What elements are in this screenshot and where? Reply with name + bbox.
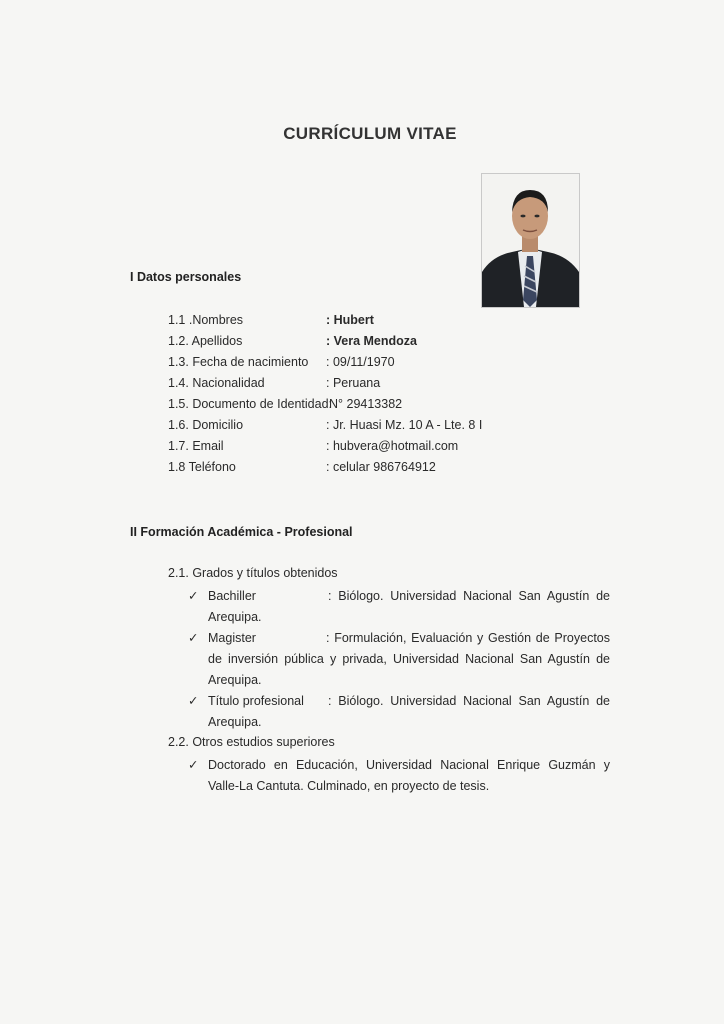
personal-value: : hubvera@hotmail.com <box>326 439 459 453</box>
section-heading-formacion: II Formación Académica - Profesional <box>130 525 353 539</box>
personal-value: : Jr. Huasi Mz. 10 A - Lte. 8 I <box>326 418 483 432</box>
personal-value: : 09/11/1970 <box>326 355 395 369</box>
personal-label: 1.3. Fecha de nacimiento <box>168 355 309 369</box>
personal-label: 1.1 .Nombres <box>168 313 244 327</box>
checkmark-icon: ✓ <box>188 631 199 645</box>
checkmark-icon: ✓ <box>188 758 199 772</box>
personal-value: : Hubert <box>326 313 374 327</box>
degree-text: : Formulación, Evaluación y Gestión de Proyectos de inversión pública y privada, Universidad Nacional San Agustín de Arequipa. <box>208 631 610 687</box>
personal-label: 1.5. Documento de Identidad: <box>168 397 333 411</box>
personal-value: : celular 986764912 <box>326 460 436 474</box>
subsection-otros-estudios: 2.2. Otros estudios superiores <box>168 735 335 749</box>
personal-value: N° 29413382 <box>329 397 403 411</box>
degree-text: : Biólogo. Universidad Nacional San Agustín de Arequipa. <box>208 694 610 729</box>
document-title: CURRÍCULUM VITAE <box>283 124 457 143</box>
personal-label: 1.2. Apellidos <box>168 334 243 348</box>
degree-label: Título profesional <box>208 694 304 708</box>
section-heading-personal: I Datos personales <box>130 270 242 284</box>
degree-text: : Biólogo. Universidad Nacional San Agustín de Arequipa. <box>208 589 610 624</box>
personal-value: : Peruana <box>326 376 381 390</box>
degree-label: Magister <box>208 631 256 645</box>
personal-label: 1.4. Nacionalidad <box>168 376 265 390</box>
personal-label: 1.7. Email <box>168 439 224 453</box>
degree-label: Bachiller <box>208 589 256 603</box>
checkmark-icon: ✓ <box>188 589 199 603</box>
subsection-grados: 2.1. Grados y títulos obtenidos <box>168 566 338 580</box>
personal-label: 1.8 Teléfono <box>168 460 236 474</box>
study-text: Doctorado en Educación, Universidad Nacional Enrique Guzmán y Valle-La Cantuta. Culminado, en proyecto de tesis. <box>208 758 610 793</box>
profile-photo <box>481 173 580 308</box>
personal-label: 1.6. Domicilio <box>168 418 244 432</box>
personal-value: : Vera Mendoza <box>326 334 417 348</box>
checkmark-icon: ✓ <box>188 694 199 708</box>
